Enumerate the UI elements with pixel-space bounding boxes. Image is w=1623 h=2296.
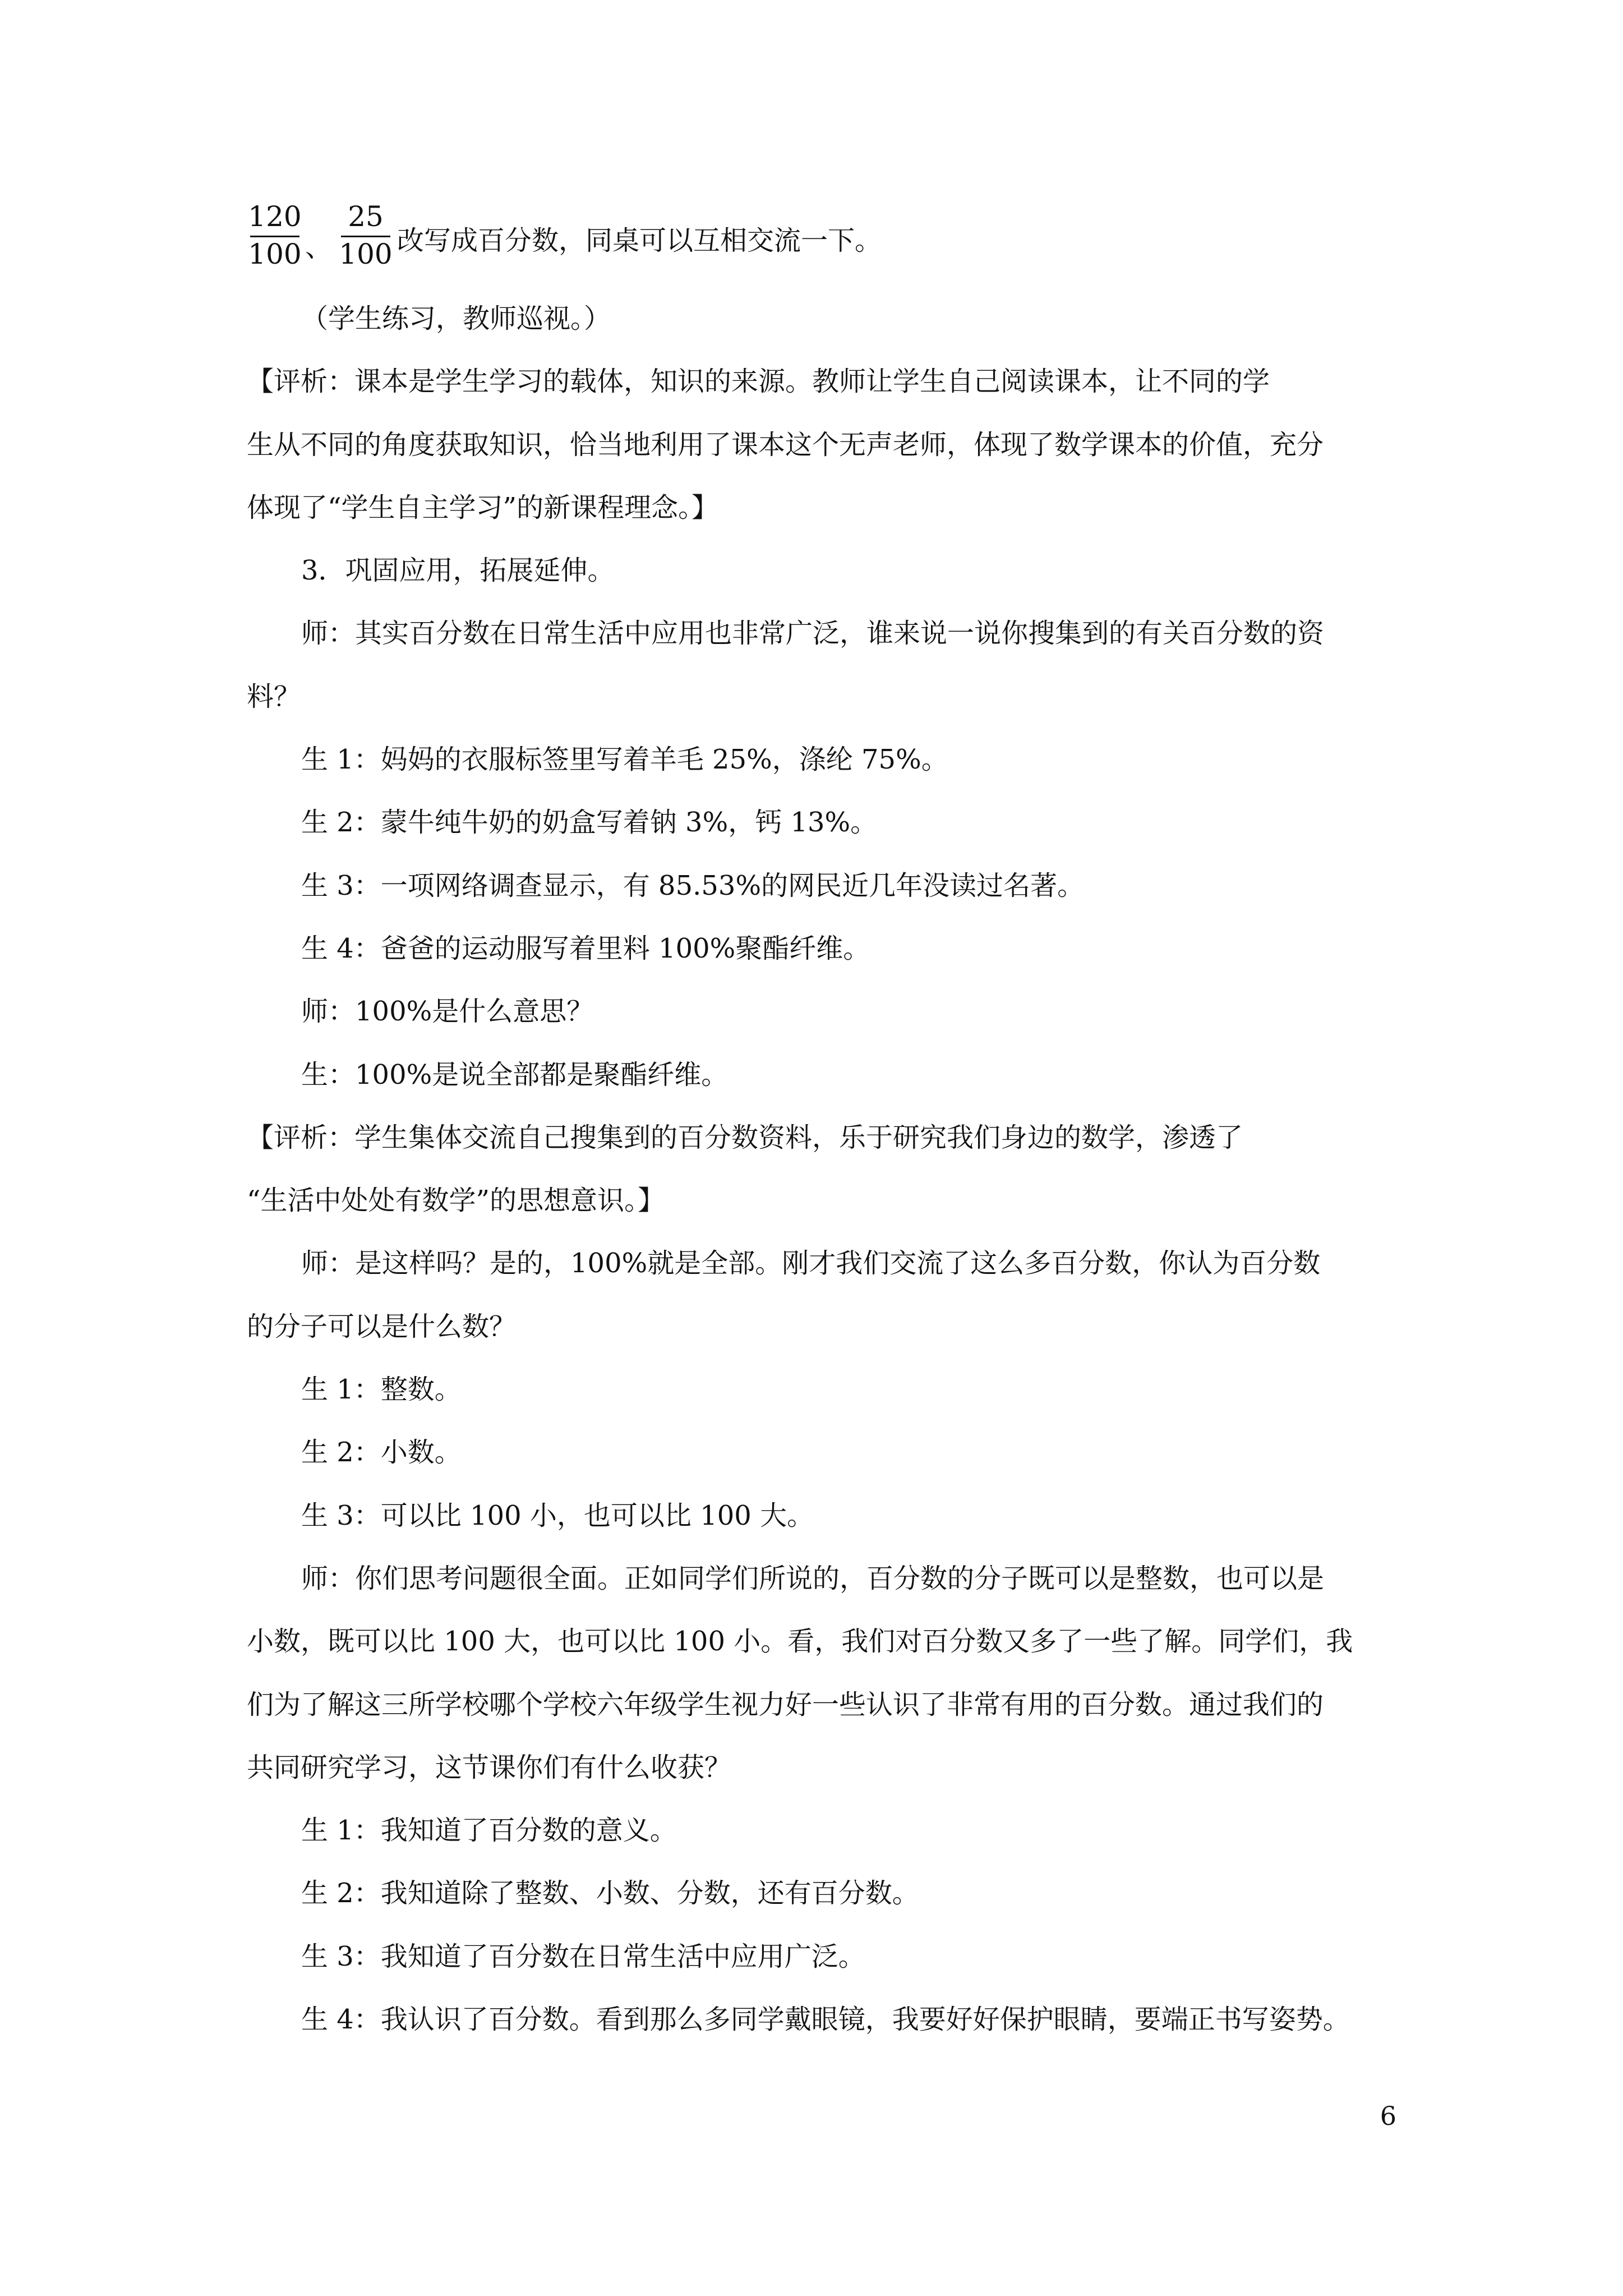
fraction-numerator: 25 — [348, 200, 384, 233]
fraction-denominator: 100 — [339, 238, 393, 270]
text-line: 生 2：小数。 — [301, 1437, 462, 1469]
text-line: 体现了“学生自主学习”的新课程理念。】 — [247, 491, 719, 523]
text-line: 生 1：我知道了百分数的意义。 — [301, 1815, 677, 1847]
text-line: 生 3：可以比 100 小，也可以比 100 大。 — [301, 1499, 814, 1531]
text-line: “生活中处处有数学”的思想意识。】 — [247, 1185, 665, 1217]
text-line: 生 1：妈妈的衣服标签里写着羊毛 25%，涤纶 75%。 — [301, 744, 948, 776]
text-line: 师：是这样吗？是的，100%就是全部。刚才我们交流了这么多百分数，你认为百分数 — [301, 1248, 1321, 1280]
fraction-120-100 — [247, 200, 303, 271]
text-line: 生 1：整数。 — [301, 1374, 462, 1406]
text-line: 的分子可以是什么数？ — [247, 1310, 517, 1342]
page-number: 6 — [1380, 2101, 1396, 2131]
fraction-numerator: 120 — [248, 200, 302, 233]
text-line: 【评析：课本是学生学习的载体，知识的来源。教师让学生自己阅读课本，让不同的学 — [247, 366, 1270, 398]
text-line: 【评析：学生集体交流自己搜集到的百分数资料，乐于研究我们身边的数学，渗透了 — [247, 1121, 1243, 1153]
intro-text: 改写成百分数，同桌可以互相交流一下。 — [397, 225, 882, 256]
text-line: 生 4：我认识了百分数。看到那么多同学戴眼镜，我要好好保护眼睛，要端正书写姿势。 — [301, 2004, 1350, 2036]
text-line: 料？ — [247, 680, 301, 712]
fraction-separator: 、 — [305, 232, 333, 263]
text-line: 生 2：蒙牛纯牛奶的奶盒写着钠 3%，钙 13%。 — [301, 807, 878, 839]
fraction-25-100 — [338, 200, 394, 271]
text-line: 们为了解这三所学校哪个学校六年级学生视力好一些认识了非常有用的百分数。通过我们的 — [247, 1688, 1324, 1720]
text-line: 生从不同的角度获取知识，恰当地利用了课本这个无声老师，体现了数学课本的价值，充分 — [247, 429, 1324, 461]
section-heading: 3．巩固应用，拓展延伸。 — [301, 555, 615, 587]
text-line: 生 4：爸爸的运动服写着里料 100%聚酯纤维。 — [301, 932, 870, 964]
text-line: 生 2：我知道除了整数、小数、分数，还有百分数。 — [301, 1878, 919, 1910]
text-line: 师：其实百分数在日常生活中应用也非常广泛，谁来说一说你搜集到的有关百分数的资 — [301, 618, 1325, 650]
text-line: （学生练习，教师巡视。） — [301, 303, 611, 334]
document-body — [247, 200, 1385, 2051]
text-line: 生 3：我知道了百分数在日常生活中应用广泛。 — [301, 1940, 865, 1972]
text-line: 师：100%是什么意思？ — [301, 996, 594, 1028]
text-line: 生 3：一项网络调查显示，有 85.53%的网民近几年没读过名著。 — [301, 869, 1085, 901]
text-line: 小数，既可以比 100 大，也可以比 100 小。看，我们对百分数又多了一些了解。同学们，我 — [247, 1626, 1353, 1658]
text-line: 共同研究学习，这节课你们有什么收获？ — [247, 1751, 732, 1783]
intro-line — [247, 200, 1385, 270]
fraction-denominator: 100 — [248, 238, 302, 270]
text-line: 生：100%是说全部都是聚酯纤维。 — [301, 1059, 728, 1091]
text-line: 师：你们思考问题很全面。正如同学们所说的，百分数的分子既可以是整数，也可以是 — [301, 1562, 1325, 1594]
